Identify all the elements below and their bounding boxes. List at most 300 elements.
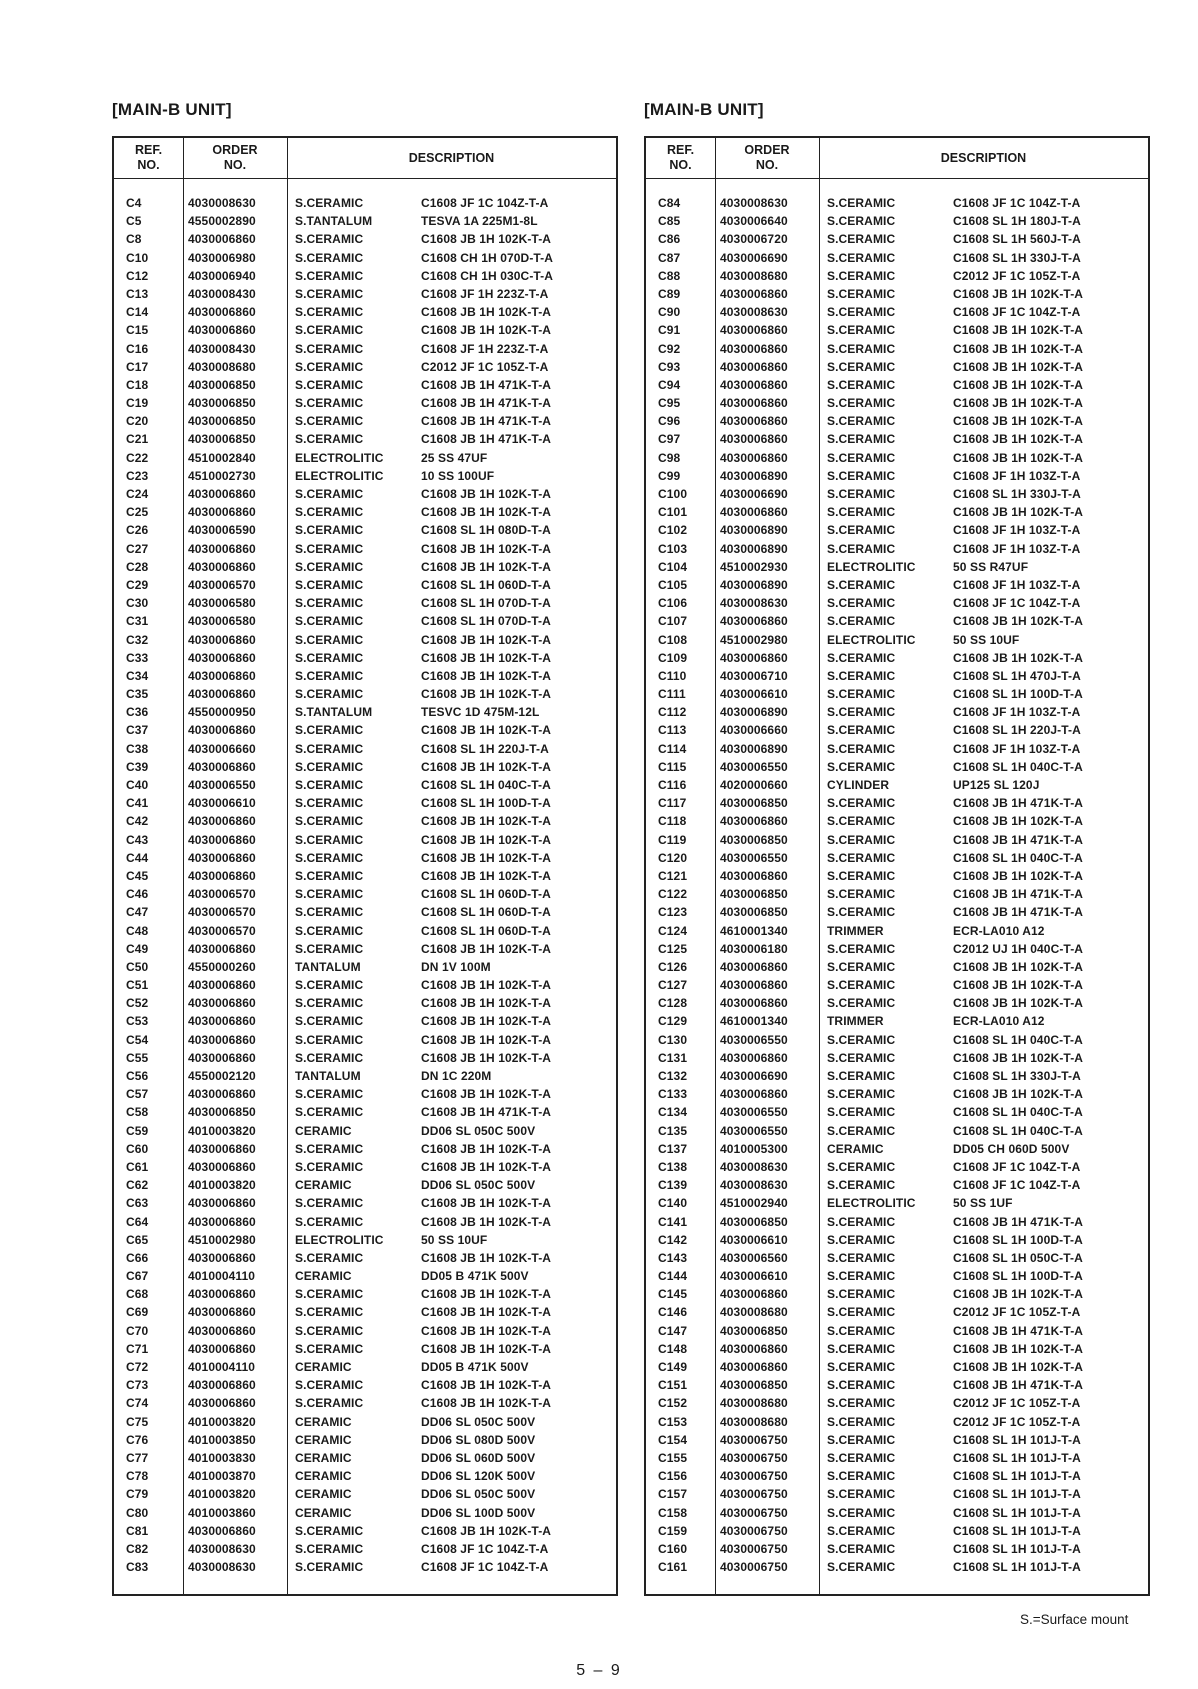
table-row	[114, 1104, 616, 1122]
order-no: 4010005300	[720, 1141, 788, 1156]
part-type: S.CERAMIC	[295, 741, 364, 756]
ref-no: C126	[658, 959, 688, 974]
table-row	[646, 613, 1148, 631]
ref-no: C145	[658, 1287, 688, 1302]
part-value: C1608 JB 1H 102K-T-A	[953, 414, 1084, 429]
part-value: ECR-LA010 A12	[953, 1014, 1045, 1029]
order-no: 4010003820	[188, 1414, 256, 1429]
part-type: S.CERAMIC	[827, 359, 896, 374]
part-type: S.CERAMIC	[295, 505, 364, 520]
order-no: 4030006890	[720, 523, 788, 538]
order-no: 4030006860	[188, 1341, 256, 1356]
order-no: 4030006890	[720, 741, 788, 756]
table-row	[114, 1323, 616, 1341]
part-value: C1608 JB 1H 471K-T-A	[421, 432, 552, 447]
order-no: 4030006860	[720, 1360, 788, 1374]
part-value: DD06 SL 060D 500V	[421, 1450, 536, 1465]
part-value: C1608 JF 1H 103Z-T-A	[953, 541, 1081, 556]
table-row	[646, 231, 1148, 249]
ref-no: C132	[658, 1069, 688, 1083]
part-type: S.CERAMIC	[827, 468, 896, 483]
order-no: 4030006860	[720, 1087, 788, 1102]
table-row	[646, 904, 1148, 922]
order-no: 4030006860	[188, 868, 256, 883]
part-type: ELECTROLITIC	[295, 1232, 384, 1247]
part-type: S.CERAMIC	[295, 1141, 364, 1156]
table-row	[646, 995, 1148, 1013]
table-row	[114, 722, 616, 740]
ref-no: C60	[126, 1141, 149, 1156]
order-no: 4030006750	[720, 1560, 788, 1575]
table-row	[646, 468, 1148, 486]
part-value: C1608 JF 1H 103Z-T-A	[953, 523, 1081, 538]
part-type: ELECTROLITIC	[827, 1196, 916, 1211]
ref-no: C53	[126, 1014, 149, 1029]
table-row	[646, 595, 1148, 613]
ref-no: C44	[126, 850, 149, 865]
table-row	[646, 704, 1148, 722]
table-row	[114, 1450, 616, 1468]
table-row	[114, 268, 616, 286]
part-value: DD06 SL 050C 500V	[421, 1414, 536, 1429]
right-parts-table	[644, 136, 1150, 1596]
table-row	[114, 977, 616, 995]
part-type: S.CERAMIC	[827, 196, 896, 210]
table-row	[114, 1486, 616, 1504]
ref-no: C88	[658, 268, 681, 283]
part-type: S.CERAMIC	[295, 632, 364, 647]
part-value: C1608 JB 1H 102K-T-A	[421, 559, 552, 574]
header-ref-no: REF. NO.	[666, 143, 695, 172]
part-value: C1608 JB 1H 102K-T-A	[953, 978, 1084, 993]
part-value: C1608 SL 1H 101J-T-A	[953, 1450, 1081, 1465]
part-type: CYLINDER	[827, 778, 890, 792]
order-no: 4030006860	[188, 1087, 256, 1102]
part-value: C1608 JB 1H 102K-T-A	[953, 341, 1084, 356]
part-value: C1608 SL 1H 080D-T-A	[421, 523, 551, 538]
left-parts-table	[112, 136, 618, 1596]
part-value: C1608 JF 1H 103Z-T-A	[953, 741, 1081, 756]
part-value: C1608 JB 1H 102K-T-A	[421, 632, 552, 647]
part-value: C1608 JB 1H 102K-T-A	[421, 1159, 552, 1174]
ref-no: C93	[658, 359, 681, 374]
table-row	[646, 1468, 1148, 1486]
table-row	[646, 322, 1148, 340]
order-no: 4030006890	[720, 577, 788, 592]
ref-no: C64	[126, 1214, 149, 1229]
ref-no: C157	[658, 1487, 688, 1502]
part-type: S.CERAMIC	[827, 323, 896, 338]
part-type: S.CERAMIC	[295, 1196, 364, 1211]
part-type: S.CERAMIC	[295, 868, 364, 883]
order-no: 4030006860	[188, 1323, 256, 1338]
table-row	[646, 759, 1148, 777]
ref-no: C27	[126, 541, 149, 556]
table-row	[646, 832, 1148, 850]
part-value: C1608 JB 1H 471K-T-A	[953, 1323, 1084, 1338]
ref-no: C138	[658, 1159, 688, 1174]
order-no: 4030006550	[720, 759, 788, 774]
ref-no: C123	[658, 905, 688, 920]
part-value: C1608 JB 1H 471K-T-A	[953, 796, 1084, 811]
part-value: C1608 SL 1H 050C-T-A	[953, 1250, 1083, 1265]
header-order-no: ORDER NO.	[744, 143, 790, 172]
order-no: 4550000950	[188, 705, 256, 720]
part-value: C1608 JB 1H 102K-T-A	[953, 614, 1084, 629]
table-row	[114, 650, 616, 668]
part-value: C1608 JB 1H 102K-T-A	[953, 1050, 1084, 1065]
ref-no: C119	[658, 832, 687, 847]
header-description: DESCRIPTION	[940, 150, 1027, 165]
part-type: CERAMIC	[295, 1269, 352, 1284]
part-type: S.CERAMIC	[295, 323, 364, 338]
order-no: 4030006850	[720, 1378, 788, 1393]
part-value: UP125 SL 120J	[953, 778, 1040, 792]
table-row	[646, 1486, 1148, 1504]
part-value: C1608 JB 1H 102K-T-A	[953, 396, 1084, 411]
table-row	[114, 231, 616, 249]
part-value: C1608 JB 1H 471K-T-A	[953, 1214, 1084, 1229]
ref-no: C33	[126, 650, 149, 665]
part-type: S.CERAMIC	[827, 214, 896, 229]
order-no: 4030006180	[720, 941, 788, 956]
table-row	[646, 1323, 1148, 1341]
part-type: S.CERAMIC	[827, 1505, 896, 1520]
part-type: S.CERAMIC	[295, 978, 364, 993]
part-type: S.CERAMIC	[295, 778, 364, 792]
table-row	[646, 850, 1148, 868]
order-no: 4510002930	[720, 559, 788, 574]
ref-no: C40	[126, 778, 149, 792]
ref-no: C35	[126, 687, 149, 702]
part-type: CERAMIC	[295, 1505, 352, 1520]
part-value: C1608 JB 1H 102K-T-A	[421, 941, 552, 956]
part-value: C1608 SL 1H 100D-T-A	[953, 687, 1083, 702]
part-type: S.CERAMIC	[827, 1305, 896, 1320]
table-row	[646, 1377, 1148, 1395]
order-no: 4030008680	[720, 268, 788, 283]
ref-no: C73	[126, 1378, 149, 1393]
part-value: C1608 JB 1H 102K-T-A	[421, 1032, 552, 1047]
table-row	[114, 1032, 616, 1050]
part-type: S.CERAMIC	[827, 705, 896, 720]
ref-no: C41	[126, 796, 149, 811]
table-row	[646, 504, 1148, 522]
order-no: 4030006860	[188, 687, 256, 702]
part-value: C1608 SL 1H 060D-T-A	[421, 905, 551, 920]
ref-no: C50	[126, 959, 149, 974]
part-value: C1608 JF 1H 103Z-T-A	[953, 705, 1081, 720]
table-row	[646, 1050, 1148, 1068]
table-row	[114, 359, 616, 377]
ref-no: C63	[126, 1196, 149, 1211]
ref-no: C91	[658, 323, 681, 338]
table-row	[114, 1304, 616, 1322]
order-no: 4030008680	[720, 1414, 788, 1429]
ref-no: C75	[126, 1414, 149, 1429]
table-row	[114, 959, 616, 977]
ref-no: C152	[658, 1396, 688, 1411]
part-value: DD06 SL 050C 500V	[421, 1487, 536, 1502]
part-value: C1608 JB 1H 102K-T-A	[421, 1305, 552, 1320]
part-value: C1608 JB 1H 102K-T-A	[421, 759, 552, 774]
part-type: S.CERAMIC	[827, 396, 896, 411]
order-no: 4030006860	[720, 650, 788, 665]
part-value: C1608 JB 1H 471K-T-A	[953, 832, 1084, 847]
part-type: S.CERAMIC	[827, 577, 896, 592]
order-no: 4610001340	[720, 1014, 788, 1029]
ref-no: C22	[126, 450, 149, 465]
ref-no: C20	[126, 414, 149, 429]
order-no: 4010003860	[188, 1505, 256, 1520]
ref-no: C97	[658, 432, 681, 447]
order-no: 4030006860	[720, 996, 788, 1011]
order-no: 4030006860	[188, 323, 256, 338]
order-no: 4030006610	[720, 687, 788, 702]
part-value: C1608 JB 1H 102K-T-A	[953, 1341, 1084, 1356]
part-type: S.CERAMIC	[295, 1541, 364, 1556]
table-row	[646, 1123, 1148, 1141]
order-no: 4030006550	[720, 1032, 788, 1047]
part-value: C1608 JB 1H 102K-T-A	[953, 323, 1084, 338]
table-row	[114, 486, 616, 504]
order-no: 4030006860	[188, 1523, 256, 1538]
ref-no: C147	[658, 1323, 688, 1338]
order-no: 4030006860	[188, 505, 256, 520]
table-row	[114, 1177, 616, 1195]
table-row	[646, 722, 1148, 740]
order-no: 4030006860	[188, 996, 256, 1011]
part-type: S.CERAMIC	[295, 1014, 364, 1029]
part-type: S.CERAMIC	[295, 1159, 364, 1174]
ref-no: C36	[126, 705, 149, 720]
part-type: S.CERAMIC	[827, 1450, 896, 1465]
ref-no: C135	[658, 1123, 688, 1138]
part-value: C1608 JB 1H 102K-T-A	[421, 1214, 552, 1229]
part-value: C1608 SL 1H 470J-T-A	[953, 668, 1081, 683]
part-value: C1608 SL 1H 070D-T-A	[421, 596, 551, 611]
order-no: 4030006860	[188, 1305, 256, 1320]
part-value: C1608 JB 1H 102K-T-A	[421, 978, 552, 993]
table-row	[114, 1541, 616, 1559]
order-no: 4550000260	[188, 959, 256, 974]
ref-no: C82	[126, 1541, 149, 1556]
order-no: 4030006610	[188, 796, 256, 811]
ref-no: C48	[126, 923, 149, 938]
part-value: C1608 JB 1H 102K-T-A	[421, 668, 552, 683]
ref-no: C55	[126, 1050, 149, 1065]
ref-no: C17	[126, 359, 149, 374]
ref-no: C98	[658, 450, 681, 465]
table-row	[646, 1304, 1148, 1322]
ref-no: C62	[126, 1178, 149, 1193]
part-value: C1608 SL 1H 040C-T-A	[953, 1123, 1083, 1138]
part-type: S.CERAMIC	[295, 887, 364, 902]
table-row	[646, 577, 1148, 595]
table-row	[646, 341, 1148, 359]
part-value: C1608 JF 1C 104Z-T-A	[421, 1541, 549, 1556]
part-value: C1608 JB 1H 102K-T-A	[953, 814, 1084, 829]
order-no: 4030006860	[720, 978, 788, 993]
order-no: 4030006860	[188, 850, 256, 865]
ref-no: C29	[126, 577, 149, 592]
part-value: C1608 JB 1H 102K-T-A	[421, 1396, 552, 1411]
ref-no: C125	[658, 941, 688, 956]
order-no: 4030006860	[188, 1250, 256, 1265]
order-no: 4030008680	[720, 1305, 788, 1320]
table-row	[114, 741, 616, 759]
part-value: C1608 SL 1H 101J-T-A	[953, 1505, 1081, 1520]
part-type: S.CERAMIC	[295, 1323, 364, 1338]
order-no: 4030008630	[720, 196, 788, 210]
order-no: 4030006750	[720, 1450, 788, 1465]
order-no: 4030006860	[188, 941, 256, 956]
part-type: S.TANTALUM	[295, 214, 373, 229]
part-type: TANTALUM	[295, 1069, 361, 1083]
ref-no: C59	[126, 1123, 149, 1138]
part-type: S.CERAMIC	[295, 359, 364, 374]
ref-no: C90	[658, 305, 681, 320]
part-type: S.CERAMIC	[295, 268, 364, 283]
ref-no: C131	[658, 1050, 688, 1065]
ref-no: C143	[658, 1250, 688, 1265]
table-row	[646, 559, 1148, 577]
part-type: S.CERAMIC	[827, 1232, 896, 1247]
order-no: 4030006860	[188, 814, 256, 829]
part-value: C1608 SL 1H 101J-T-A	[953, 1523, 1081, 1538]
table-row	[114, 850, 616, 868]
table-row	[114, 377, 616, 395]
ref-no: C144	[658, 1269, 688, 1284]
ref-no: C100	[658, 487, 688, 501]
part-type: S.CERAMIC	[827, 414, 896, 429]
table-row	[646, 431, 1148, 449]
order-no: 4030008430	[188, 341, 256, 356]
ref-no: C76	[126, 1432, 149, 1447]
part-type: S.CERAMIC	[295, 941, 364, 956]
part-value: C1608 SL 1H 220J-T-A	[421, 741, 549, 756]
order-no: 4030008630	[188, 196, 256, 210]
table-row	[646, 1341, 1148, 1359]
ref-no: C81	[126, 1523, 149, 1538]
part-value: DD06 SL 050C 500V	[421, 1178, 536, 1193]
ref-no: C32	[126, 632, 149, 647]
order-no: 4010003830	[188, 1450, 256, 1465]
table-row	[646, 668, 1148, 686]
ref-no: C151	[658, 1378, 688, 1393]
table-row	[114, 559, 616, 577]
table-row	[114, 1232, 616, 1250]
table-row	[114, 1050, 616, 1068]
table-row	[646, 1232, 1148, 1250]
ref-no: C117	[658, 796, 687, 811]
table-row	[114, 795, 616, 813]
part-value: C1608 JB 1H 102K-T-A	[421, 1287, 552, 1302]
part-value: DD06 SL 120K 500V	[421, 1469, 536, 1484]
part-value: C1608 JB 1H 102K-T-A	[953, 359, 1084, 374]
ref-no: C149	[658, 1360, 688, 1374]
part-type: S.CERAMIC	[827, 1487, 896, 1502]
order-no: 4030006860	[188, 1214, 256, 1229]
ref-no: C66	[126, 1250, 149, 1265]
table-row	[114, 813, 616, 831]
ref-no: C153	[658, 1414, 688, 1429]
table-row	[646, 1068, 1148, 1086]
part-type: S.CERAMIC	[295, 1214, 364, 1229]
part-value: C2012 JF 1C 105Z-T-A	[421, 359, 549, 374]
part-value: C1608 JF 1C 104Z-T-A	[953, 305, 1081, 320]
part-value: C1608 JB 1H 102K-T-A	[421, 814, 552, 829]
table-row	[114, 1214, 616, 1232]
part-value: C1608 SL 1H 101J-T-A	[953, 1469, 1081, 1484]
part-type: S.CERAMIC	[827, 941, 896, 956]
part-value: DD05 B 471K 500V	[421, 1360, 529, 1374]
ref-no: C5	[126, 214, 142, 229]
ref-no: C156	[658, 1469, 688, 1484]
part-value: C1608 JF 1H 103Z-T-A	[953, 468, 1081, 483]
ref-no: C51	[126, 978, 149, 993]
ref-no: C46	[126, 887, 149, 902]
order-no: 4030006860	[720, 814, 788, 829]
part-type: S.CERAMIC	[827, 1396, 896, 1411]
part-value: C1608 JB 1H 102K-T-A	[953, 959, 1084, 974]
order-no: 4030006850	[720, 1214, 788, 1229]
part-value: C1608 JF 1C 104Z-T-A	[953, 596, 1081, 611]
part-value: 50 SS 10UF	[421, 1232, 488, 1247]
part-type: S.CERAMIC	[295, 1560, 364, 1575]
ref-no: C85	[658, 214, 681, 229]
part-type: S.CERAMIC	[295, 341, 364, 356]
table-row	[114, 759, 616, 777]
part-type: S.CERAMIC	[295, 759, 364, 774]
order-no: 4030006750	[720, 1523, 788, 1538]
part-type: S.CERAMIC	[295, 559, 364, 574]
ref-no: C159	[658, 1523, 688, 1538]
ref-no: C134	[658, 1105, 688, 1120]
ref-no: C43	[126, 832, 149, 847]
part-type: S.CERAMIC	[827, 487, 896, 501]
ref-no: C71	[126, 1341, 149, 1356]
order-no: 4030006850	[188, 432, 256, 447]
part-type: S.CERAMIC	[295, 1105, 364, 1120]
table-row	[114, 1414, 616, 1432]
part-type: S.CERAMIC	[295, 1523, 364, 1538]
part-type: S.CERAMIC	[827, 1287, 896, 1302]
table-row	[114, 704, 616, 722]
part-type: TRIMMER	[827, 1014, 884, 1029]
order-no: 4030006860	[720, 432, 788, 447]
table-row	[114, 995, 616, 1013]
part-value: C1608 JB 1H 471K-T-A	[421, 1105, 552, 1120]
ref-no: C37	[126, 723, 149, 738]
ref-no: C106	[658, 596, 688, 611]
table-row	[646, 1214, 1148, 1232]
order-no: 4030008630	[720, 1159, 788, 1174]
order-no: 4030006750	[720, 1541, 788, 1556]
ref-no: C104	[658, 559, 688, 574]
part-type: S.CERAMIC	[827, 796, 896, 811]
table-row	[114, 341, 616, 359]
order-no: 4010004110	[188, 1269, 256, 1284]
order-no: 4010003820	[188, 1178, 256, 1193]
order-no: 4030006640	[720, 214, 788, 229]
order-no: 4510002940	[720, 1196, 788, 1211]
part-type: S.CERAMIC	[295, 432, 364, 447]
part-type: S.CERAMIC	[827, 850, 896, 865]
ref-no: C77	[126, 1450, 149, 1465]
ref-no: C24	[126, 487, 149, 501]
ref-no: C130	[658, 1032, 688, 1047]
